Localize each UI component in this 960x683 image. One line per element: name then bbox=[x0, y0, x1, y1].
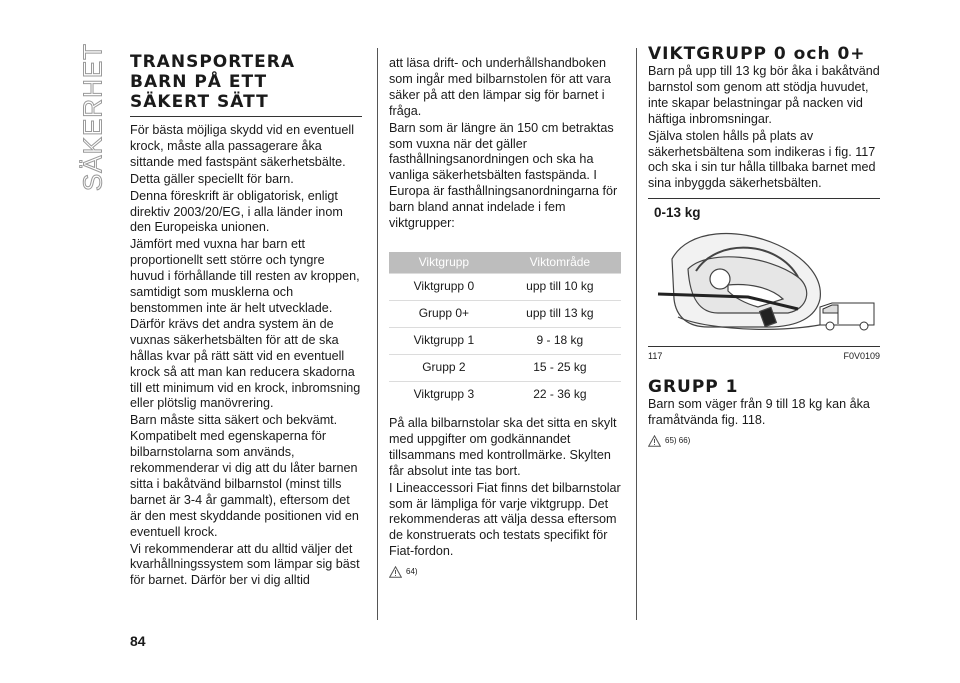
section-heading: VIKTGRUPP 0 och 0+ bbox=[648, 44, 866, 64]
table-header-row bbox=[389, 252, 621, 274]
section-side-tab bbox=[78, 42, 108, 192]
van-icon bbox=[820, 303, 874, 330]
table-cell: 9 - 18 kg bbox=[499, 327, 621, 354]
table-header-cell: Viktområde bbox=[499, 252, 621, 274]
column-divider bbox=[636, 48, 637, 620]
paragraph: Själva stolen hålls på plats av säkerhetsbältena som indikeras i fig. 117 och ska i sin tur hålla tillbaka barnet med sina inbyggda säkerhetsbälten. bbox=[648, 128, 876, 191]
paragraph: Vi rekommenderar att du alltid väljer det kvarhållningssystem som lämpar sig bäst för barnet. Därför ber vi dig alltid bbox=[130, 541, 360, 588]
page-number: 84 bbox=[130, 633, 146, 649]
section-heading: GRUPP 1 bbox=[648, 377, 739, 398]
table-row bbox=[389, 381, 621, 408]
column-1 bbox=[130, 52, 362, 590]
table-row bbox=[389, 300, 621, 327]
column-3 bbox=[648, 44, 880, 449]
table-cell: 15 - 25 kg bbox=[499, 354, 621, 381]
paragraph: För bästa möjliga skydd vid en eventuell krock, måste alla passagerare åka sittande med fastspänt säkerhetsbälte. bbox=[130, 123, 355, 169]
warning-reference bbox=[389, 564, 621, 580]
figure-117 bbox=[648, 198, 880, 347]
table-cell: Grupp 0+ bbox=[389, 300, 499, 327]
paragraph: Detta gäller speciellt för barn. bbox=[130, 171, 294, 186]
paragraph: Barn på upp till 13 kg bör åka i bakåtvänd barnstol som genom att stödja huvudet, inte skapar belastningar på nacken vid häftiga inbromsningar. bbox=[648, 64, 880, 126]
table-row bbox=[389, 273, 621, 300]
figure-weight-label: 0-13 kg bbox=[654, 205, 701, 221]
weight-group-table bbox=[389, 252, 621, 408]
figure-code: F0V0109 bbox=[843, 351, 880, 362]
warning-reference-number: 64) bbox=[406, 567, 418, 577]
paragraph: I Lineaccessori Fiat finns det bilbarnstolar som är lämpliga för varje viktgrupp. Det rekommenderas att välja dessa eftersom de konstruerats och testats specifikt för Fiat-fordon. bbox=[389, 480, 621, 559]
section-heading bbox=[130, 52, 362, 112]
paragraph: Barn måste sitta säkert och bekvämt. Kompatibelt med egenskaperna för bilbarnstolarna som används, rekommenderar vi dig att du låter barnen sitta i bakåtvänd bilbarnstol (minst tills barnet är 3-4 år gammalt), eftersom det är den mest skyddande positionen vid en eventuell krock. bbox=[130, 413, 359, 539]
table-row bbox=[389, 354, 621, 381]
heading-rule bbox=[130, 116, 362, 117]
warning-reference-number: 65) 66) bbox=[665, 435, 691, 445]
table-row bbox=[389, 327, 621, 354]
table-cell: upp till 13 kg bbox=[499, 300, 621, 327]
heading-line-1: TRANSPORTERA bbox=[130, 52, 296, 72]
rear-facing-child-seat-illustration bbox=[648, 199, 880, 346]
column-divider bbox=[377, 48, 378, 620]
paragraph: Denna föreskrift är obligatorisk, enligt direktiv 2003/20/EG, i alla länder inom den Europeiska unionen. bbox=[130, 188, 343, 235]
paragraph: Barn som väger från 9 till 18 kg kan åka framåtvända fig. 118. bbox=[648, 397, 870, 428]
heading-line-2: BARN PÅ ETT bbox=[130, 72, 268, 92]
table-cell: Viktgrupp 1 bbox=[389, 327, 499, 354]
paragraph: På alla bilbarnstolar ska det sitta en skylt med uppgifter om godkännandet tillsammans med kontrollmärke. Skylten får absolut inte tas bort. bbox=[389, 415, 617, 478]
warning-reference bbox=[648, 433, 880, 449]
table-cell: upp till 10 kg bbox=[499, 273, 621, 300]
paragraph: Jämfört med vuxna har barn ett proportionellt sett större och tyngre huvud i förhållande till resten av kroppen, samtidigt som musklerna och benstommen inte är helt utvecklade. Därför krävs det andra system än de vuxnas säkerhetsbälten för att de ska hållas kvar på rätt sätt vid en eventuell krock så att man kan reducera skadorna till ett minimum vid en krock, inbromsning eller plötslig manövrering. bbox=[130, 237, 361, 411]
table-cell: Viktgrupp 0 bbox=[389, 273, 499, 300]
paragraph: Barn som är längre än 150 cm betraktas som vuxna när det gäller fasthållningsanordningen och ska ha vanliga säkerhetsbälten fastspända. I Europa är fasthållningsanordningarna för barn bland annat indelade i fem viktgrupper: bbox=[389, 120, 618, 231]
figure-number: 117 bbox=[648, 351, 663, 362]
paragraph: att läsa drift- och underhållshandboken som ingår med bilbarnstolen för att vara säker på att den lämpar sig för barnet i fråga. bbox=[389, 56, 611, 118]
table-cell: 22 - 36 kg bbox=[499, 381, 621, 408]
figure-caption bbox=[648, 349, 880, 365]
table-cell: Grupp 2 bbox=[389, 354, 499, 381]
heading-line-3: SÄKERT SÄTT bbox=[130, 92, 269, 112]
column-2 bbox=[389, 56, 621, 580]
table-header-cell: Viktgrupp bbox=[389, 252, 499, 274]
warning-triangle-icon bbox=[648, 435, 661, 447]
table-cell: Viktgrupp 3 bbox=[389, 381, 499, 408]
warning-triangle-icon bbox=[389, 566, 402, 578]
section-side-tab-label: SÄKERHET bbox=[77, 42, 108, 192]
